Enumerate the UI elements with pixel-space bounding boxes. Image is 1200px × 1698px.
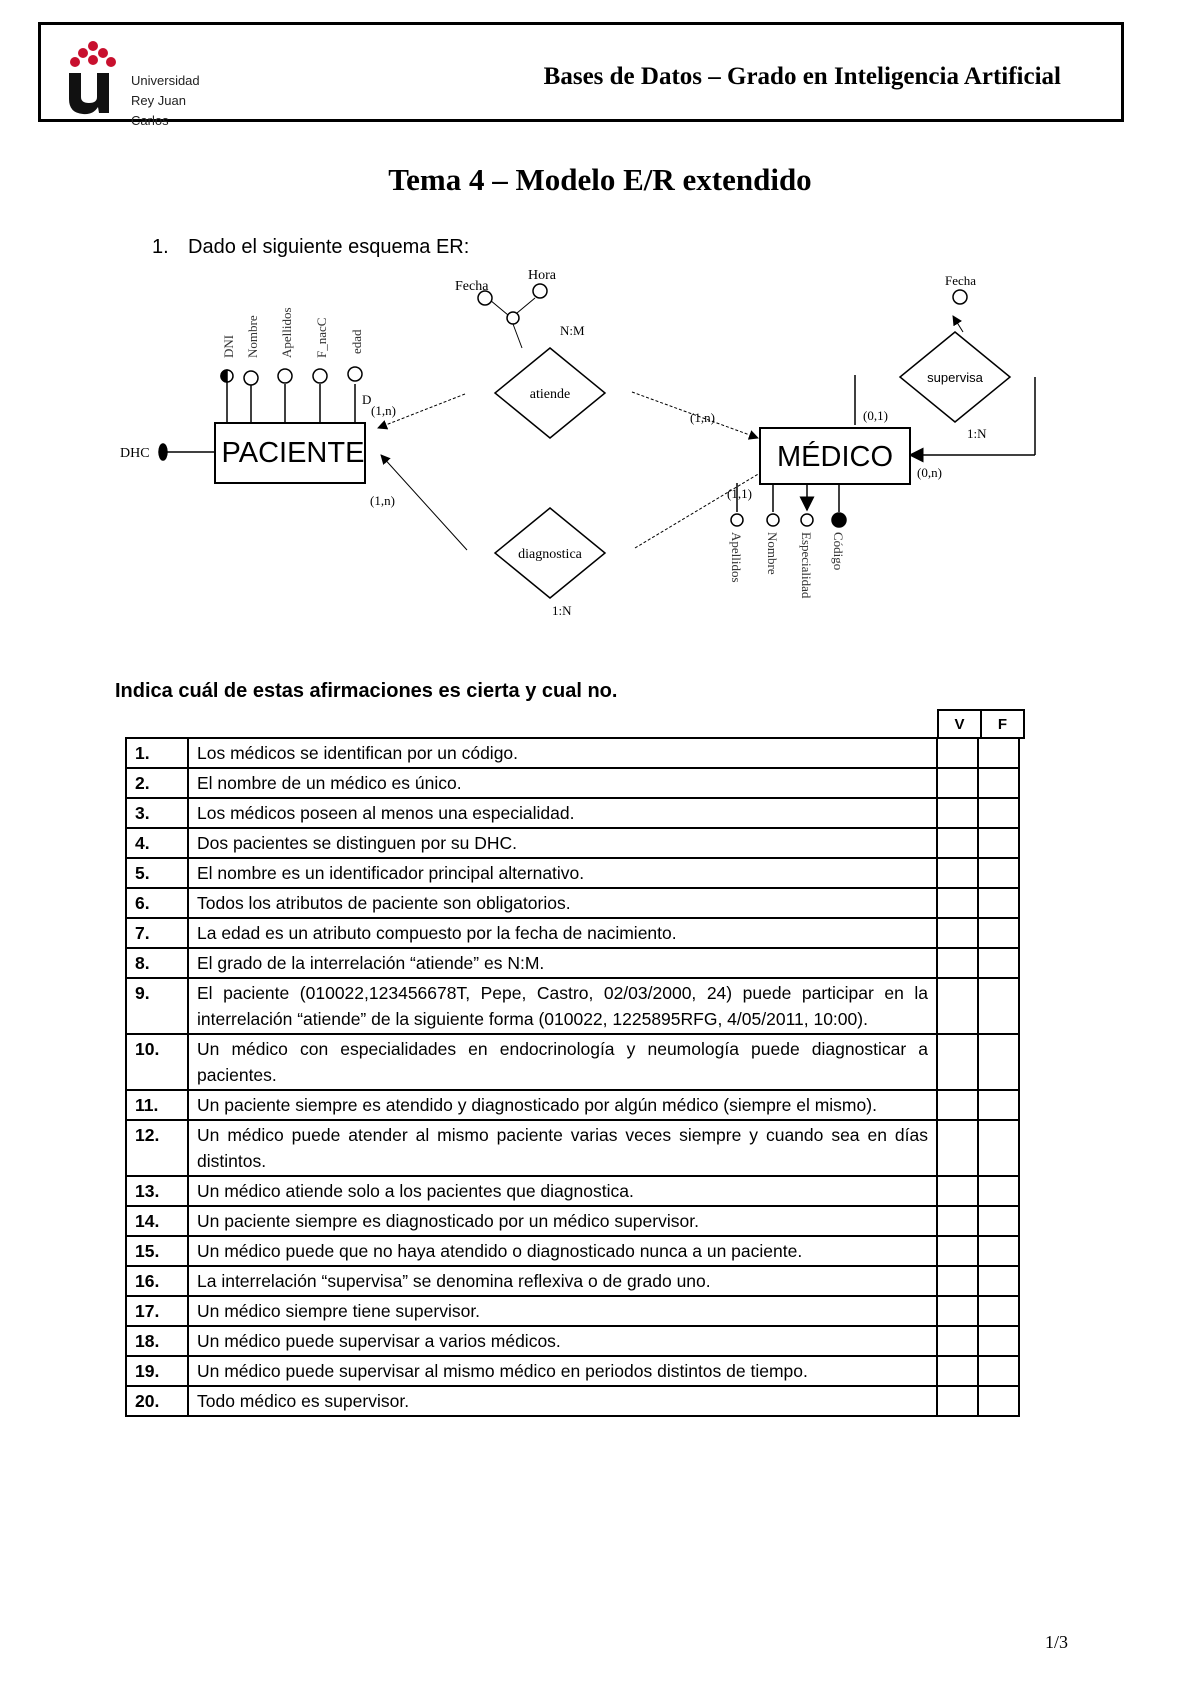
statement-number: 2. xyxy=(126,768,188,798)
answer-cell-v[interactable] xyxy=(937,1206,978,1236)
relationship-atiende xyxy=(495,348,605,438)
statement-text: El paciente (010022,123456678T, Pepe, Castro, 02/03/2000, 24) puede participar en la interrelación “atiende” de la siguiente forma (010022, 1225895RFG, 4/05/2011, 10:00). xyxy=(188,978,937,1034)
statement-row xyxy=(126,1090,1019,1120)
answer-cell-v[interactable] xyxy=(937,1386,978,1416)
answer-cell-v[interactable] xyxy=(937,1034,978,1090)
attr-fnac-label: F_nacC xyxy=(314,317,329,358)
answer-cell-f[interactable] xyxy=(978,1206,1019,1236)
answer-cell-v[interactable] xyxy=(937,1356,978,1386)
attr-hora-circle xyxy=(533,284,547,298)
card-medico-diagnostica: (1,1) xyxy=(727,486,752,501)
line-attr-relationship xyxy=(513,324,522,348)
attr-edad-circle xyxy=(348,367,362,381)
question-number: 1. xyxy=(152,236,169,258)
attr-fnac-circle xyxy=(313,369,327,383)
answer-cell-v[interactable] xyxy=(937,948,978,978)
diagnostica-degree-label: 1:N xyxy=(552,603,572,618)
statement-row xyxy=(126,1386,1019,1416)
university-line-2: Rey Juan Carlos xyxy=(131,93,186,128)
answer-cell-f[interactable] xyxy=(978,1236,1019,1266)
statement-text: Un médico con especialidades en endocrinología y neumología puede diagnosticar a pacientes. xyxy=(188,1034,937,1090)
attr-dni-half xyxy=(221,370,227,382)
statement-number: 20. xyxy=(126,1386,188,1416)
answer-cell-v[interactable] xyxy=(937,1236,978,1266)
attr-apellidos-circle xyxy=(278,369,292,383)
entity-medico xyxy=(760,428,910,484)
answer-cell-f[interactable] xyxy=(978,1386,1019,1416)
attr-m-especialidad-label: Especialidad xyxy=(799,532,814,599)
statement-number: 10. xyxy=(126,1034,188,1090)
statement-number: 15. xyxy=(126,1236,188,1266)
answer-cell-f[interactable] xyxy=(978,918,1019,948)
statement-text: Dos pacientes se distinguen por su DHC. xyxy=(188,828,937,858)
statement-row xyxy=(126,1034,1019,1090)
statement-row xyxy=(126,858,1019,888)
answer-cell-f[interactable] xyxy=(978,828,1019,858)
attr-hora-label: Hora xyxy=(528,268,556,283)
statement-row xyxy=(126,1356,1019,1386)
statement-number: 6. xyxy=(126,888,188,918)
attr-dhc-label: DHC xyxy=(120,446,150,461)
line-attr-hora xyxy=(517,298,535,313)
statement-row xyxy=(126,888,1019,918)
course-title: Bases de Datos – Grado en Inteligencia Artificial xyxy=(543,63,1061,90)
line-supervisa-fecha xyxy=(953,316,963,332)
answer-cell-v[interactable] xyxy=(937,978,978,1034)
answer-cell-v[interactable] xyxy=(937,858,978,888)
statement-number: 9. xyxy=(126,978,188,1034)
statement-text: Un médico atiende solo a los pacientes que diagnostica. xyxy=(188,1176,937,1206)
answer-cell-v[interactable] xyxy=(937,1266,978,1296)
answer-cell-v[interactable] xyxy=(937,1326,978,1356)
attr-edad-derived-label: D xyxy=(362,392,372,407)
supervisa-fecha-label: Fecha xyxy=(945,273,977,288)
attr-m-apellidos-circle xyxy=(731,514,743,526)
statement-text: El nombre de un médico es único. xyxy=(188,768,937,798)
vf-header xyxy=(937,709,1025,739)
attr-dhc-circle xyxy=(159,444,167,460)
answer-cell-v[interactable] xyxy=(937,888,978,918)
statement-text: El grado de la interrelación “atiende” es N:M. xyxy=(188,948,937,978)
statement-number: 18. xyxy=(126,1326,188,1356)
answer-cell-v[interactable] xyxy=(937,1176,978,1206)
answer-cell-v[interactable] xyxy=(937,738,978,768)
statement-text: Un médico puede supervisar a varios médicos. xyxy=(188,1326,937,1356)
column-v: V xyxy=(938,710,981,738)
line-attr-fecha xyxy=(490,300,508,315)
statement-text: Todos los atributos de paciente son obligatorios. xyxy=(188,888,937,918)
attr-connector-circle xyxy=(507,312,519,324)
attr-sup-fecha-circle xyxy=(953,290,967,304)
atiende-degree-label: N:M xyxy=(560,323,585,338)
question-1 xyxy=(152,236,469,259)
relationship-supervisa-label: supervisa xyxy=(927,370,983,385)
answer-cell-f[interactable] xyxy=(978,1296,1019,1326)
answer-cell-f[interactable] xyxy=(978,1266,1019,1296)
attr-dni-label: DNI xyxy=(221,334,236,358)
statement-row xyxy=(126,1326,1019,1356)
card-supervisa-0n: (0,n) xyxy=(917,465,942,480)
statement-text: Todo médico es supervisor. xyxy=(188,1386,937,1416)
statement-number: 13. xyxy=(126,1176,188,1206)
statement-row xyxy=(126,1206,1019,1236)
answer-cell-f[interactable] xyxy=(978,798,1019,828)
attr-fecha-label: Fecha xyxy=(455,279,489,294)
attr-apellidos-label: Apellidos xyxy=(279,307,294,358)
statement-text: Un paciente siempre es diagnosticado por un médico supervisor. xyxy=(188,1206,937,1236)
card-paciente-atiende: (1,n) xyxy=(371,403,396,418)
statement-row xyxy=(126,918,1019,948)
line-diagnostica-medico xyxy=(635,470,765,548)
statement-row xyxy=(126,738,1019,768)
attr-m-codigo-label: Código xyxy=(831,532,846,571)
answer-cell-f[interactable] xyxy=(978,888,1019,918)
answer-cell-v[interactable] xyxy=(937,1120,978,1176)
statement-row xyxy=(126,768,1019,798)
relationship-atiende-label: atiende xyxy=(529,387,571,402)
answer-cell-f[interactable] xyxy=(978,768,1019,798)
answer-cell-f[interactable] xyxy=(978,738,1019,768)
statement-text: Un médico puede supervisar al mismo médico en periodos distintos de tiempo. xyxy=(188,1356,937,1386)
statement-number: 19. xyxy=(126,1356,188,1386)
answer-cell-f[interactable] xyxy=(978,978,1019,1034)
statement-text: Un médico puede atender al mismo paciente varias veces siempre y cuando sea en días distintos. xyxy=(188,1120,937,1176)
statement-number: 12. xyxy=(126,1120,188,1176)
statement-row xyxy=(126,828,1019,858)
statement-text: La interrelación “supervisa” se denomina reflexiva o de grado uno. xyxy=(188,1266,937,1296)
card-supervisa-01: (0,1) xyxy=(863,408,888,423)
statement-text: Los médicos se identifican por un código. xyxy=(188,738,937,768)
entity-paciente-label: PACIENTE xyxy=(221,437,365,469)
entity-medico-label: MÉDICO xyxy=(777,441,893,473)
entity-paciente xyxy=(215,423,365,483)
statement-row xyxy=(126,1266,1019,1296)
answer-cell-v[interactable] xyxy=(937,1090,978,1120)
answer-cell-f[interactable] xyxy=(978,1120,1019,1176)
statement-number: 1. xyxy=(126,738,188,768)
university-name xyxy=(131,71,223,131)
statement-text: Un médico puede que no haya atendido o diagnosticado nunca a un paciente. xyxy=(188,1236,937,1266)
university-line-1: Universidad xyxy=(131,73,200,88)
attr-m-nombre-label: Nombre xyxy=(765,532,780,575)
statement-number: 5. xyxy=(126,858,188,888)
statement-row xyxy=(126,1236,1019,1266)
statement-row xyxy=(126,1120,1019,1176)
relationship-diagnostica-label: diagnostica xyxy=(518,547,582,562)
statement-number: 16. xyxy=(126,1266,188,1296)
attr-m-apellidos-label: Apellidos xyxy=(729,532,744,583)
answer-cell-f[interactable] xyxy=(978,1356,1019,1386)
relationship-diagnostica xyxy=(495,508,605,598)
statement-number: 7. xyxy=(126,918,188,948)
supervisa-degree-label: 1:N xyxy=(967,426,987,441)
answer-cell-f[interactable] xyxy=(978,1034,1019,1090)
attr-m-codigo-circle xyxy=(832,513,846,527)
attr-edad-label: edad xyxy=(349,329,364,354)
statement-row xyxy=(126,978,1019,1034)
answer-cell-f[interactable] xyxy=(978,1090,1019,1120)
urjc-logo-icon xyxy=(63,35,123,115)
page-header xyxy=(38,22,1124,128)
statements-table xyxy=(125,737,1020,1417)
university-logo xyxy=(63,35,223,128)
attr-m-nombre-circle xyxy=(767,514,779,526)
answer-cell-v[interactable] xyxy=(937,1296,978,1326)
attr-m-especialidad-circle xyxy=(801,514,813,526)
statement-number: 8. xyxy=(126,948,188,978)
question-text: Dado el siguiente esquema ER: xyxy=(188,236,470,258)
statement-number: 3. xyxy=(126,798,188,828)
answer-cell-f[interactable] xyxy=(978,1326,1019,1356)
card-paciente-diagnostica: (1,n) xyxy=(370,493,395,508)
instruction: Indica cuál de estas afirmaciones es cierta y cual no. xyxy=(115,680,618,702)
card-medico-atiende: (1,n) xyxy=(690,410,715,425)
statement-text: La edad es un atributo compuesto por la fecha de nacimiento. xyxy=(188,918,937,948)
answer-cell-v[interactable] xyxy=(937,798,978,828)
statement-row xyxy=(126,948,1019,978)
statement-row xyxy=(126,1176,1019,1206)
statement-text: El nombre es un identificador principal alternativo. xyxy=(188,858,937,888)
statement-number: 4. xyxy=(126,828,188,858)
statement-number: 17. xyxy=(126,1296,188,1326)
answer-cell-v[interactable] xyxy=(937,918,978,948)
answer-cell-v[interactable] xyxy=(937,828,978,858)
document-title: Tema 4 – Modelo E/R extendido xyxy=(388,162,812,197)
relationship-supervisa xyxy=(900,332,1010,422)
statement-number: 14. xyxy=(126,1206,188,1236)
column-f: F xyxy=(981,710,1024,738)
statement-number: 11. xyxy=(126,1090,188,1120)
answer-cell-f[interactable] xyxy=(978,858,1019,888)
page-number: 1/3 xyxy=(1044,1632,1068,1652)
statement-row xyxy=(126,798,1019,828)
statement-text: Los médicos poseen al menos una especialidad. xyxy=(188,798,937,828)
attr-nombre-label: Nombre xyxy=(245,315,260,358)
answer-cell-f[interactable] xyxy=(978,1176,1019,1206)
answer-cell-f[interactable] xyxy=(978,948,1019,978)
er-diagram xyxy=(115,268,1055,680)
attr-nombre-circle xyxy=(244,371,258,385)
statement-row xyxy=(126,1296,1019,1326)
statement-text: Un médico siempre tiene supervisor. xyxy=(188,1296,937,1326)
statement-text: Un paciente siempre es atendido y diagnosticado por algún médico (siempre el mismo). xyxy=(188,1090,937,1120)
answer-cell-v[interactable] xyxy=(937,768,978,798)
